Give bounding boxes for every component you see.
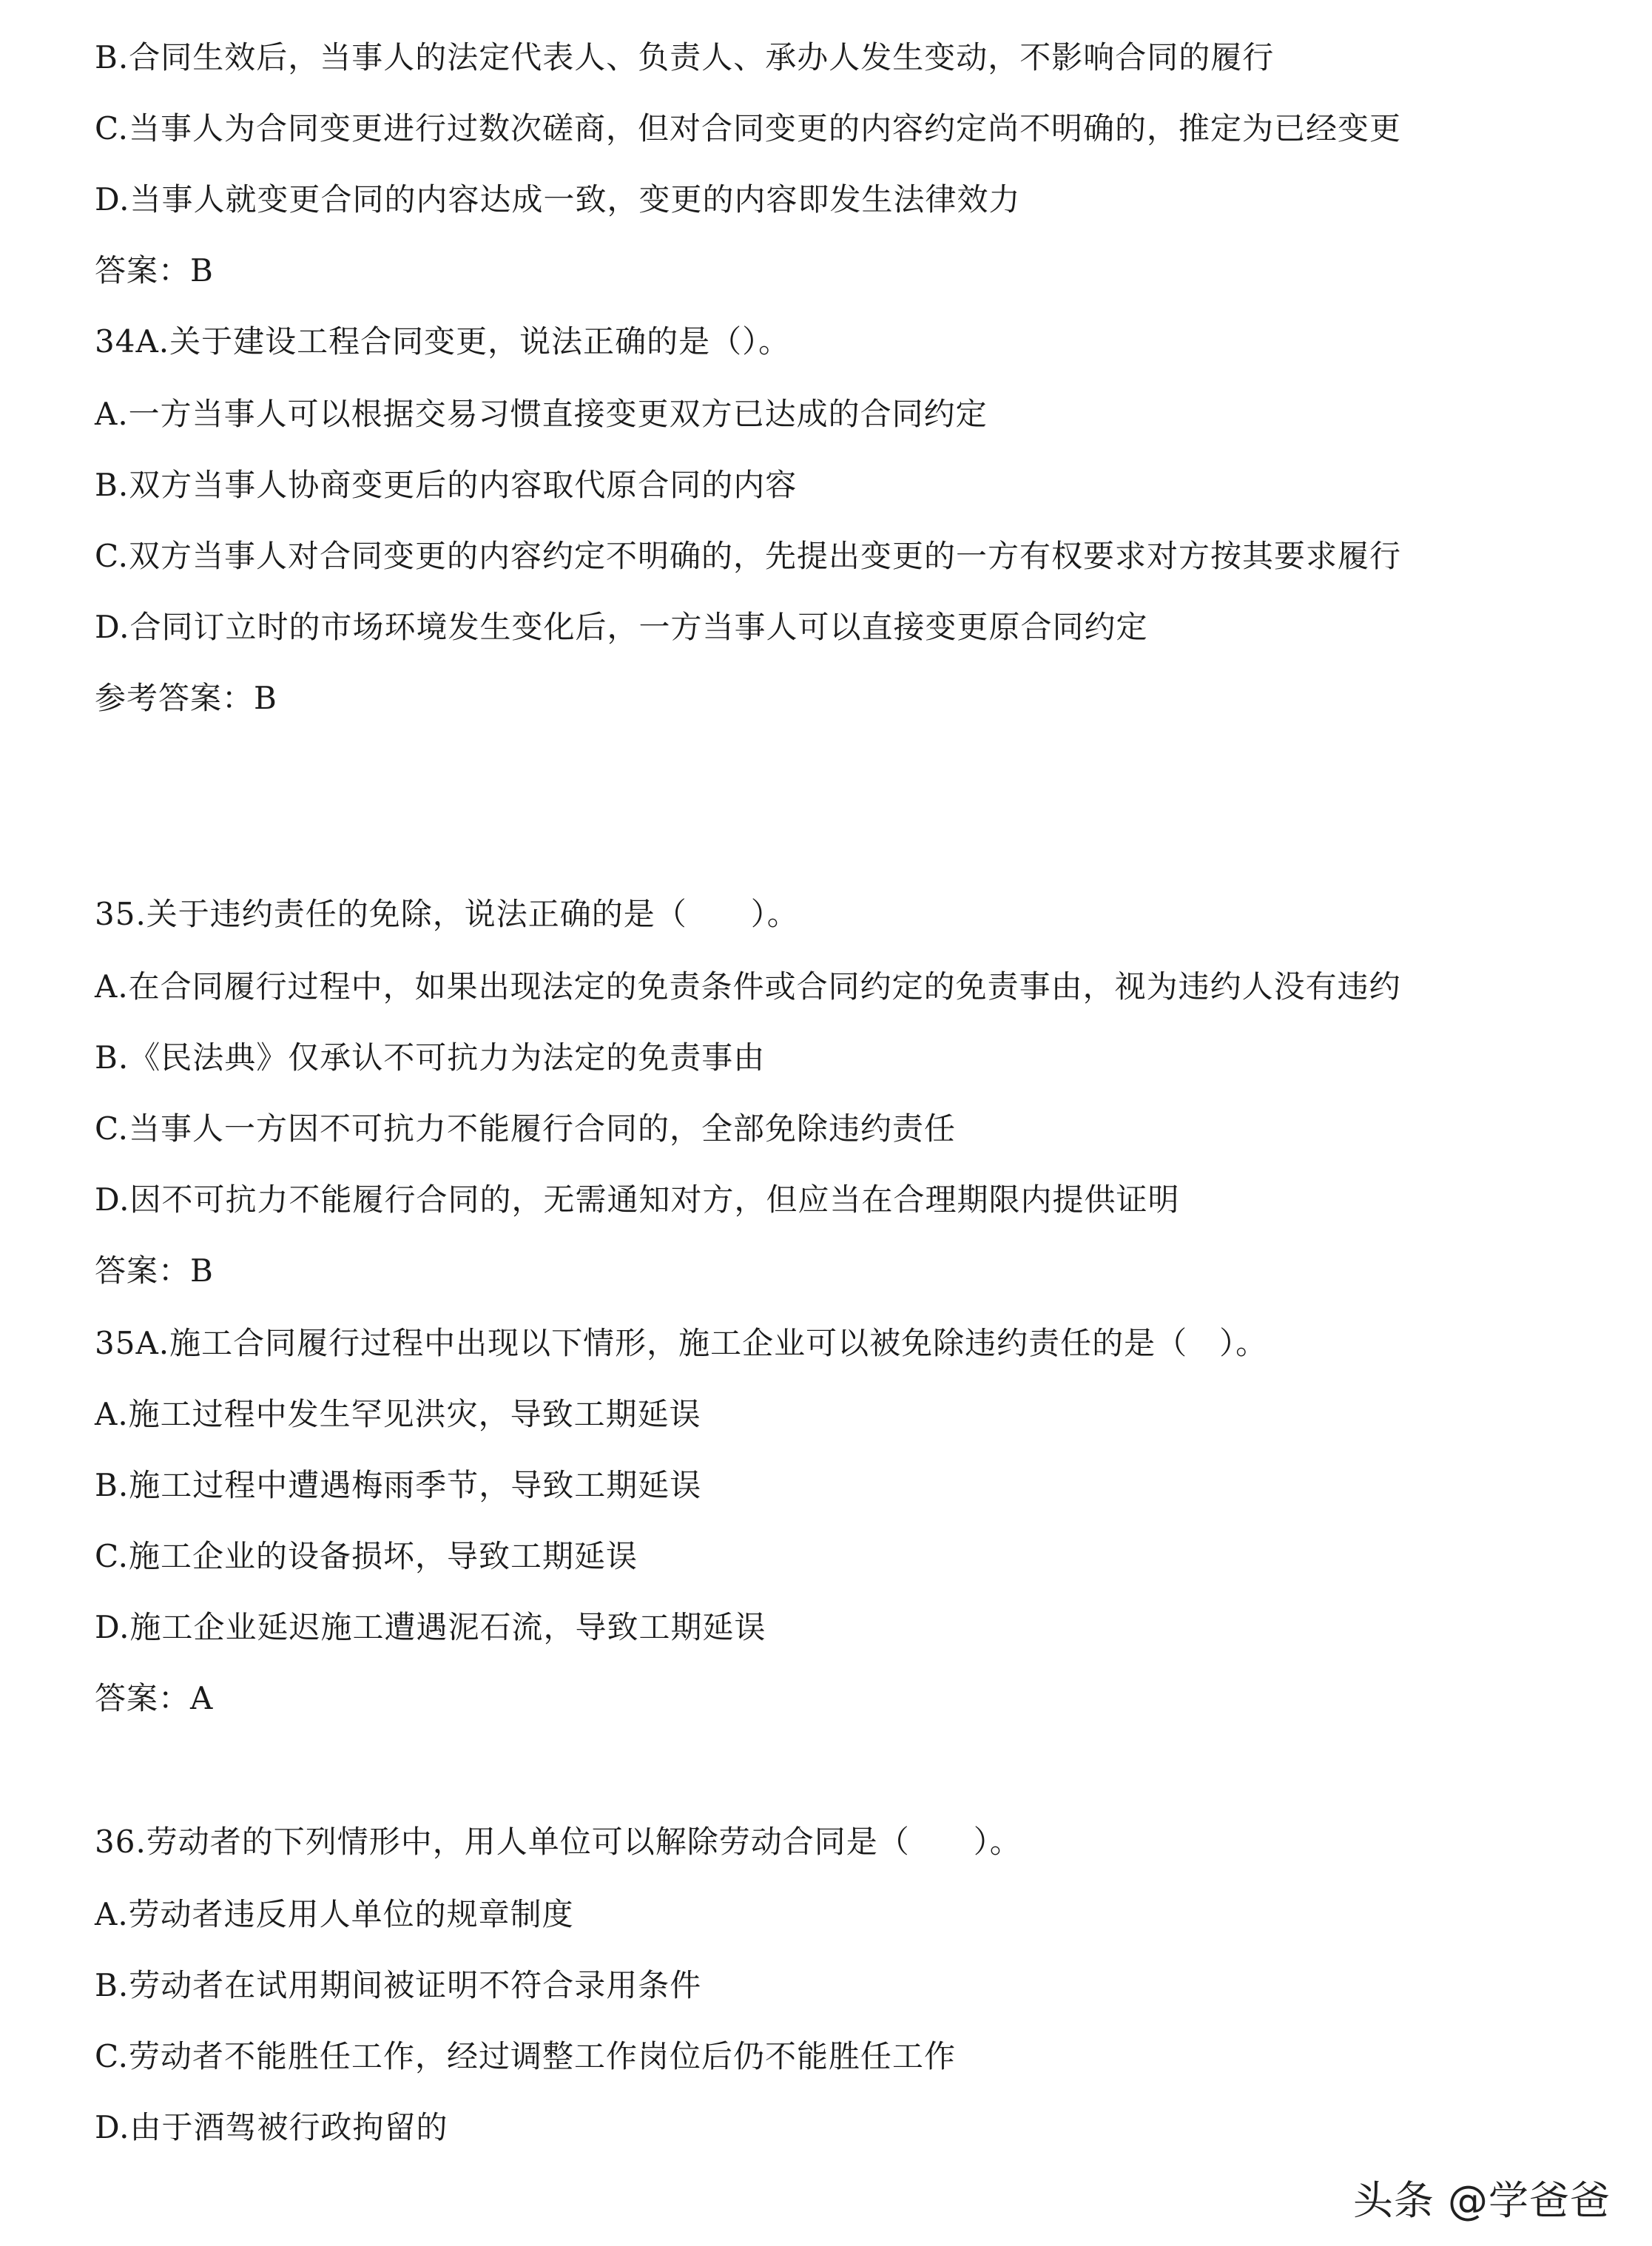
option-b: B.双方当事人协商变更后的内容取代原合同的内容	[95, 467, 798, 503]
question-35a: 35A.施工合同履行过程中出现以下情形，施工企业可以被免除违约责任的是（ ）。	[95, 1325, 1268, 1361]
answer: 答案：B	[95, 1252, 214, 1289]
option-d: D.施工企业延迟施工遭遇泥石流，导致工期延误	[95, 1609, 766, 1645]
answer: 参考答案：B	[95, 680, 277, 716]
answer: 答案：B	[95, 252, 214, 289]
option-a: A.在合同履行过程中，如果出现法定的免责条件或合同约定的免责事由，视为违约人没有违约	[95, 968, 1401, 1005]
option-a: A.劳动者违反用人单位的规章制度	[95, 1896, 574, 1932]
option-a: A.施工过程中发生罕见洪灾，导致工期延误	[95, 1396, 701, 1432]
option-b: B.劳动者在试用期间被证明不符合录用条件	[95, 1967, 702, 2003]
option-c: C.双方当事人对合同变更的内容约定不明确的，先提出变更的一方有权要求对方按其要求履行	[95, 538, 1401, 574]
option-c: C.施工企业的设备损坏，导致工期延误	[95, 1538, 638, 1574]
option-d: D.当事人就变更合同的内容达成一致，变更的内容即发生法律效力	[95, 181, 1021, 217]
option-c: C.劳动者不能胜任工作，经过调整工作岗位后仍不能胜任工作	[95, 2038, 956, 2074]
watermark: 头条 @学爸爸	[1352, 2177, 1611, 2224]
option-b: B.施工过程中遭遇梅雨季节，导致工期延误	[95, 1467, 702, 1503]
option-d: D.因不可抗力不能履行合同的，无需通知对方，但应当在合理期限内提供证明	[95, 1181, 1180, 1218]
question-36: 36.劳动者的下列情形中，用人单位可以解除劳动合同是（ ）。	[95, 1824, 1022, 1860]
option-b: B.《民法典》仅承认不可抗力为法定的免责事由	[95, 1039, 766, 1076]
option-b: B.合同生效后，当事人的法定代表人、负责人、承办人发生变动，不影响合同的履行	[95, 39, 1275, 75]
option-d: D.合同订立时的市场环境发生变化后，一方当事人可以直接变更原合同约定	[95, 609, 1148, 645]
answer: 答案：A	[95, 1680, 214, 1716]
option-c: C.当事人一方因不可抗力不能履行合同的，全部免除违约责任	[95, 1110, 956, 1147]
option-c: C.当事人为合同变更进行过数次磋商，但对合同变更的内容约定尚不明确的，推定为已经变更	[95, 110, 1401, 146]
question-35: 35.关于违约责任的免除，说法正确的是（ ）。	[95, 896, 799, 932]
option-a: A.一方当事人可以根据交易习惯直接变更双方已达成的合同约定	[95, 396, 988, 432]
question-34a: 34A.关于建设工程合同变更，说法正确的是（）。	[95, 323, 791, 360]
option-d: D.由于酒驾被行政拘留的	[95, 2109, 448, 2145]
